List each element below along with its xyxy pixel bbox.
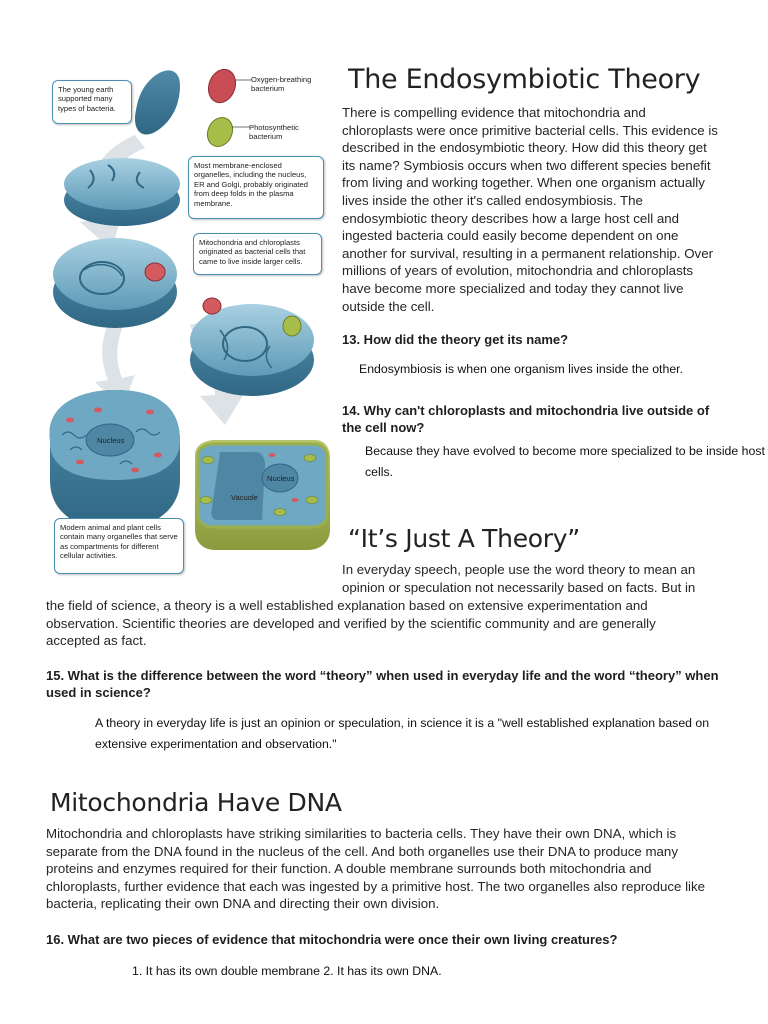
question-15: 15. What is the difference between the word “theory” when used in everyday life and the word “theory” when used in science?: [46, 668, 719, 700]
section-title-just-a-theory: “It’s Just A Theory”: [348, 524, 580, 553]
label-nucleus-animal: Nucleus: [97, 436, 125, 445]
callout-membrane-folds: Most membrane-enclosed organelles, including the nucleus, ER and Golgi, probably originated from deep folds in the plasma membrane.: [188, 156, 324, 219]
callout-mitochondria-origin: Mitochondria and chloroplasts originated as bacterial cells that came to live inside larger cells.: [193, 233, 322, 275]
answer-13: Endosymbiosis is when one organism lives inside the other.: [359, 362, 683, 376]
question-16: 16. What are two pieces of evidence that mitochondria were once their own living creatures?: [46, 932, 618, 947]
label-nucleus-plant: Nucleus: [267, 474, 295, 483]
question-13: 13. How did the theory get its name?: [342, 332, 569, 347]
question-14: 14. Why can't chloroplasts and mitochondria live outside of the cell now?: [342, 403, 710, 435]
theory-paragraph-rest: the field of science, a theory is a well established explanation based on extensive experimentation and observation. Scientific theories are developed and verified by the scientific community and are generally accepted as fact.: [46, 598, 656, 649]
section-title-endosymbiotic: The Endosymbiotic Theory: [348, 64, 701, 95]
animal-cell: [50, 390, 180, 530]
endosymbiotic-paragraph: There is compelling evidence that mitochondria and chloroplasts were once primitive bacterial cells. This evidence is described in the endosymbiotic theory. How did this theory get its name? Symbiosis occurs when two different species benefit from living and working together. When one organism actually lives inside the other it's called endosymbiosis. The endosymbiotic theory describes how a large host cell and ingested bacteria could easily become dependent on one another for survival, resulting in a permanent relationship. Over millions of years of evolution, mitochondria and chloroplasts have become more specialized and today they cannot live outside the cell.: [342, 105, 718, 314]
legend-oxygen-label: Oxygen-breathing bacterium: [251, 75, 312, 94]
primitive-cell: [135, 70, 180, 134]
legend-photosynthetic-label: Photosynthetic bacterium: [249, 123, 299, 142]
answer-15: A theory in everyday life is just an opinion or speculation, in science it is a "well established explanation based on extensive experimentation and observation.": [95, 716, 710, 751]
host-cell-mitochondrion: [53, 238, 177, 328]
callout-young-earth: The young earth supported many types of bacteria.: [52, 80, 132, 124]
section-title-mitochondria-dna: Mitochondria Have DNA: [50, 788, 342, 817]
folding-cell: [64, 158, 180, 226]
answer-14: Because they have evolved to become more specialized to be inside host cells.: [365, 444, 765, 479]
theory-paragraph-start: In everyday speech, people use the word theory to mean an opinion or speculation not necessarily based on facts. But in: [342, 562, 696, 595]
plant-cell: [195, 440, 330, 550]
photosynthetic-bacterium-icon: [203, 113, 237, 150]
mitochondria-dna-paragraph: Mitochondria and chloroplasts have striking similarities to bacteria cells. They have their own DNA, which is separate from the DNA found in the nucleus of the cell. And both organelles use their DNA to produce many proteins and enzymes required for their function. A double membrane surrounds both mitochondria and chloroplasts, further evidence that each was ingested by a primitive host. The two organelles also reproduce like bacteria, replicating their own DNA and directing their own division.: [46, 826, 706, 912]
answer-16: 1. It has its own double membrane 2. It has its own DNA.: [132, 964, 442, 978]
oxygen-bacterium-icon: [204, 66, 240, 107]
label-vacuole: Vacuole: [231, 493, 258, 502]
host-cell-chloroplast: [190, 298, 314, 396]
callout-modern-cells: Modern animal and plant cells contain many organelles that serve as compartments for different cellular activities.: [54, 518, 184, 574]
